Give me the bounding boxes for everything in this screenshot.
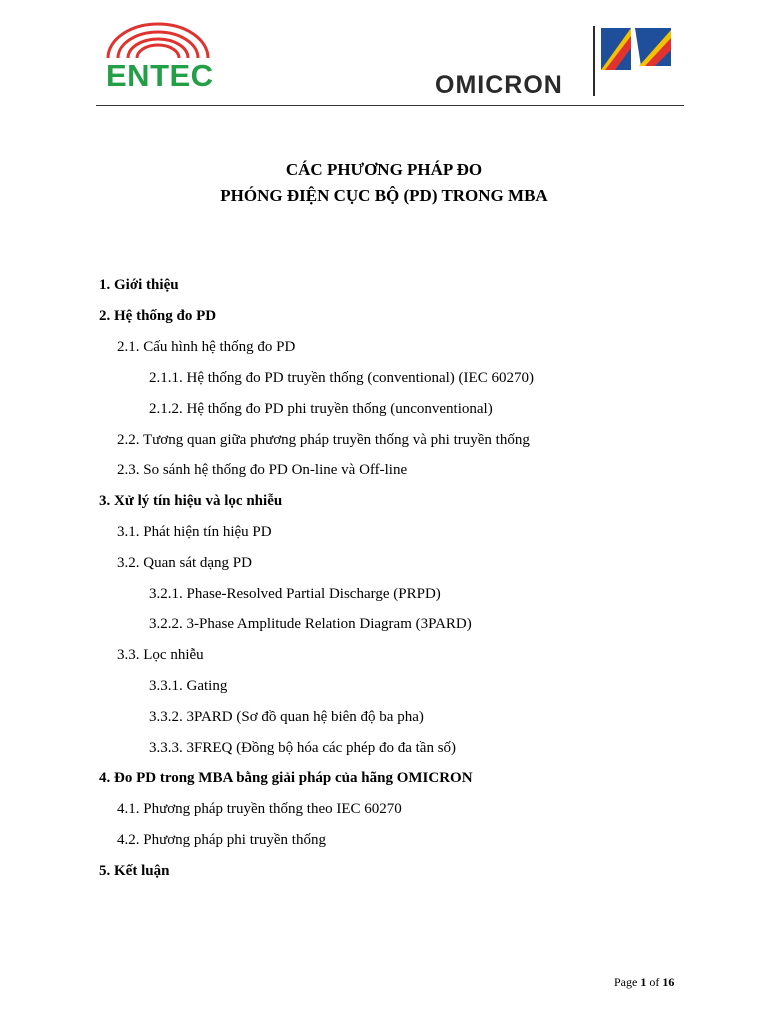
toc-section-3-2: 3.2. Quan sát dạng PD — [117, 555, 252, 571]
toc-section-2-2: 2.2. Tương quan giữa phương pháp truyền thống và phi truyền thống — [117, 432, 530, 448]
entec-arcs-icon — [106, 22, 210, 60]
header-divider — [96, 105, 684, 106]
total-pages: 16 — [662, 975, 675, 989]
toc-section-3-3-3: 3.3.3. 3FREQ (Đồng bộ hóa các phép đo đa tần số) — [149, 740, 457, 756]
toc-section-2-1-1: 2.1.1. Hệ thống đo PD truyền thống (conventional) (IEC 60270) — [149, 370, 534, 386]
toc-section-5: 5. Kết luận — [99, 863, 170, 879]
toc-section-2-1: 2.1. Cấu hình hệ thống đo PD — [117, 339, 296, 355]
page-header — [0, 0, 768, 110]
toc-section-3-3: 3.3. Lọc nhiễu — [117, 647, 204, 663]
current-page: 1 — [640, 975, 647, 989]
toc-section-4: 4. Đo PD trong MBA bằng giải pháp của hãng OMICRON — [99, 770, 473, 786]
page-label: Page — [614, 975, 638, 989]
page-number — [614, 976, 674, 988]
toc-section-3-2-1: 3.2.1. Phase-Resolved Partial Discharge (PRPD) — [149, 586, 441, 602]
toc-section-3: 3. Xử lý tín hiệu và lọc nhiễu — [99, 493, 283, 509]
toc-section-2-1-2: 2.1.2. Hệ thống đo PD phi truyền thống (unconventional) — [149, 401, 493, 417]
omicron-logo-text: OMICRON — [435, 71, 563, 99]
toc-section-4-2: 4.2. Phương pháp phi truyền thống — [117, 832, 326, 848]
toc-section-1: 1. Giới thiệu — [99, 277, 179, 293]
toc-section-3-3-2: 3.3.2. 3PARD (Sơ đồ quan hệ biên độ ba pha) — [149, 709, 424, 725]
toc-section-3-1: 3.1. Phát hiện tín hiệu PD — [117, 524, 272, 540]
document-title-line-1: CÁC PHƯƠNG PHÁP ĐO — [285, 160, 483, 179]
omicron-flag-icon — [593, 26, 675, 96]
toc-section-2: 2. Hệ thống đo PD — [99, 308, 217, 324]
document-title-line-2: PHÓNG ĐIỆN CỤC BỘ (PD) TRONG MBA — [220, 186, 548, 205]
of-label: of — [649, 975, 660, 989]
toc-section-4-1: 4.1. Phương pháp truyền thống theo IEC 60270 — [117, 801, 402, 817]
toc-section-3-2-2: 3.2.2. 3-Phase Amplitude Relation Diagram (3PARD) — [149, 616, 472, 632]
toc-section-2-3: 2.3. So sánh hệ thống đo PD On-line và Off-line — [117, 462, 408, 478]
toc-section-3-3-1: 3.3.1. Gating — [149, 678, 228, 694]
entec-logo-text: ENTEC — [106, 58, 214, 93]
